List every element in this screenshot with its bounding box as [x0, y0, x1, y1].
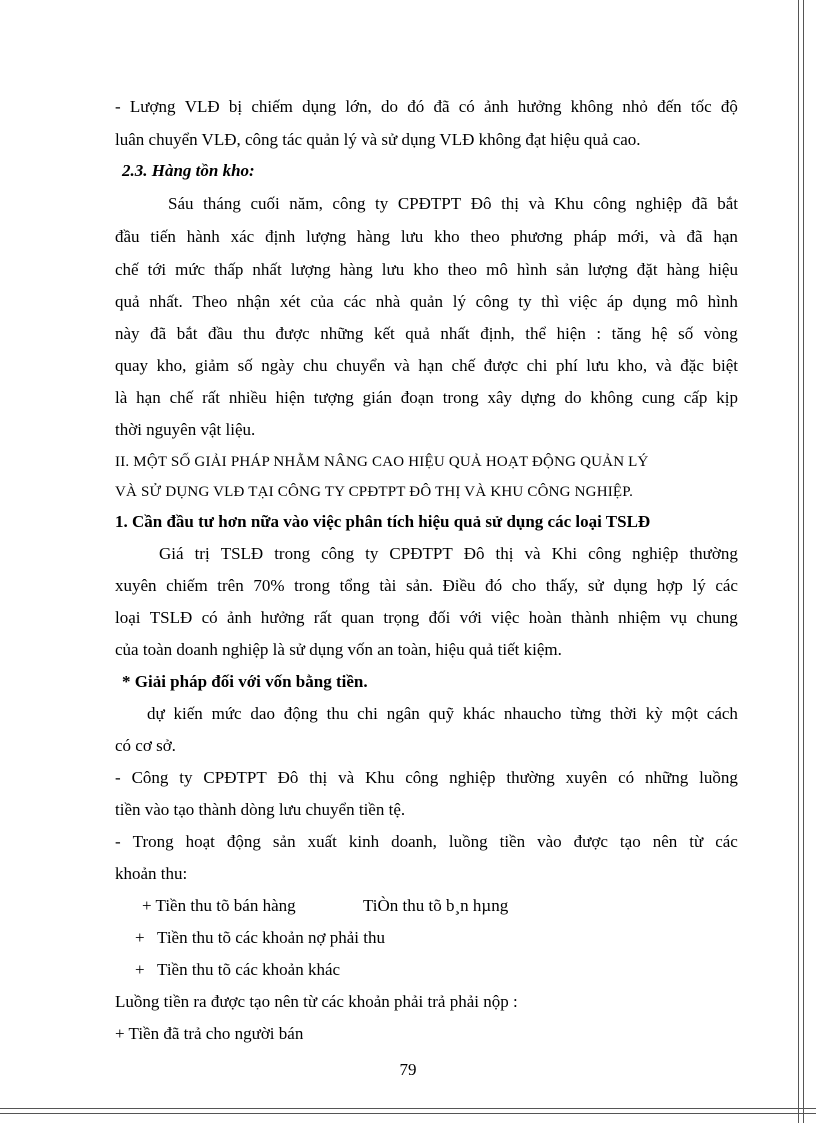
text-line: dự kiến mức dao động thu chi ngân quỹ khác nhaucho từng thời kỳ một cách — [147, 704, 738, 723]
garbled-text: TiÒn thu tõ b¸n hµng — [363, 896, 509, 915]
text-line: quay kho, giảm số ngày chu chuyển và hạn chế được chi phí lưu kho, và đặc biệt — [115, 356, 738, 375]
text-line: đầu tiến hành xác định lượng hàng lưu kho theo phương pháp mới, và đã hạn — [115, 227, 738, 246]
text-line: có cơ sở. — [115, 736, 176, 755]
text-line: luân chuyển VLĐ, công tác quản lý và sử dụng VLĐ không đạt hiệu quả cao. — [115, 130, 641, 149]
text-line: quả nhất. Theo nhận xét của các nhà quản lý công ty thì việc áp dụng mô hình — [115, 292, 738, 311]
page-border-right — [798, 0, 804, 1123]
text-line: Giá trị TSLĐ trong công ty CPĐTPT Đô thị và Khi công nghiệp thường — [159, 544, 738, 563]
list-item: + Tiền thu tõ bán hàng — [142, 896, 296, 915]
page-number: 79 — [399, 1060, 417, 1079]
text-line: xuyên chiếm trên 70% trong tổng tài sản. Điều đó cho thấy, sử dụng hợp lý các — [115, 576, 738, 595]
text-line: tiền vào tạo thành dòng lưu chuyển tiền tệ. — [115, 800, 406, 819]
text-line: của toàn doanh nghiệp là sử dụng vốn an toàn, hiệu quả tiết kiệm. — [115, 640, 562, 659]
text-line: khoản thu: — [115, 864, 188, 883]
text-line: - Công ty CPĐTPT Đô thị và Khu công nghiệp thường xuyên có những luồng — [115, 768, 738, 787]
solution-heading: * Giải pháp đối với vốn bằng tiền. — [122, 672, 368, 691]
page-border-bottom — [0, 1108, 816, 1114]
list-item: + Tiền đã trả cho người bán — [115, 1024, 304, 1043]
text-line: Luồng tiền ra được tạo nên từ các khoản phải trả phải nộp : — [115, 992, 518, 1011]
text-line: - Lượng VLĐ bị chiếm dụng lớn, do đó đã có ảnh hưởng không nhỏ đến tốc độ — [115, 97, 738, 116]
list-item: + Tiền thu tõ các khoản nợ phải thu — [135, 928, 385, 947]
text-line: loại TSLĐ có ảnh hưởng rất quan trọng đối với việc hoàn thành nhiệm vụ chung — [115, 608, 738, 627]
list-item: + Tiền thu tõ các khoản khác — [135, 960, 341, 979]
chapter-heading: VÀ SỬ DỤNG VLĐ TẠI CÔNG TY CPĐTPT ĐÔ THỊ VÀ KHU CÔNG NGHIỆP. — [115, 484, 634, 500]
chapter-heading: II. MỘT SỐ GIẢI PHÁP NHẰM NÂNG CAO HIỆU QUẢ HOẠT ĐỘNG QUẢN LÝ — [115, 454, 649, 470]
text-line: là hạn chế rất nhiều hiện tượng gián đoạn trong xây dựng do không cung cấp kịp — [115, 388, 738, 407]
text-line: Sáu tháng cuối năm, công ty CPĐTPT Đô thị và Khu công nghiệp đã bắt — [168, 194, 738, 213]
text-line: này đã bắt đầu thu được những kết quả nhất định, thể hiện : tăng hệ số vòng — [115, 324, 738, 343]
subsection-heading: 1. Cần đầu tư hơn nữa vào việc phân tích hiệu quả sử dụng các loại TSLĐ — [115, 512, 651, 531]
text-line: thời nguyên vật liệu. — [115, 420, 256, 439]
text-line: - Trong hoạt động sản xuất kinh doanh, luồng tiền vào được tạo nên từ các — [115, 832, 738, 851]
text-line: chế tới mức thấp nhất lượng hàng lưu kho theo mô hình sản lượng đặt hàng hiệu — [115, 260, 738, 279]
section-heading: 2.3. Hàng tồn kho: — [122, 161, 255, 180]
